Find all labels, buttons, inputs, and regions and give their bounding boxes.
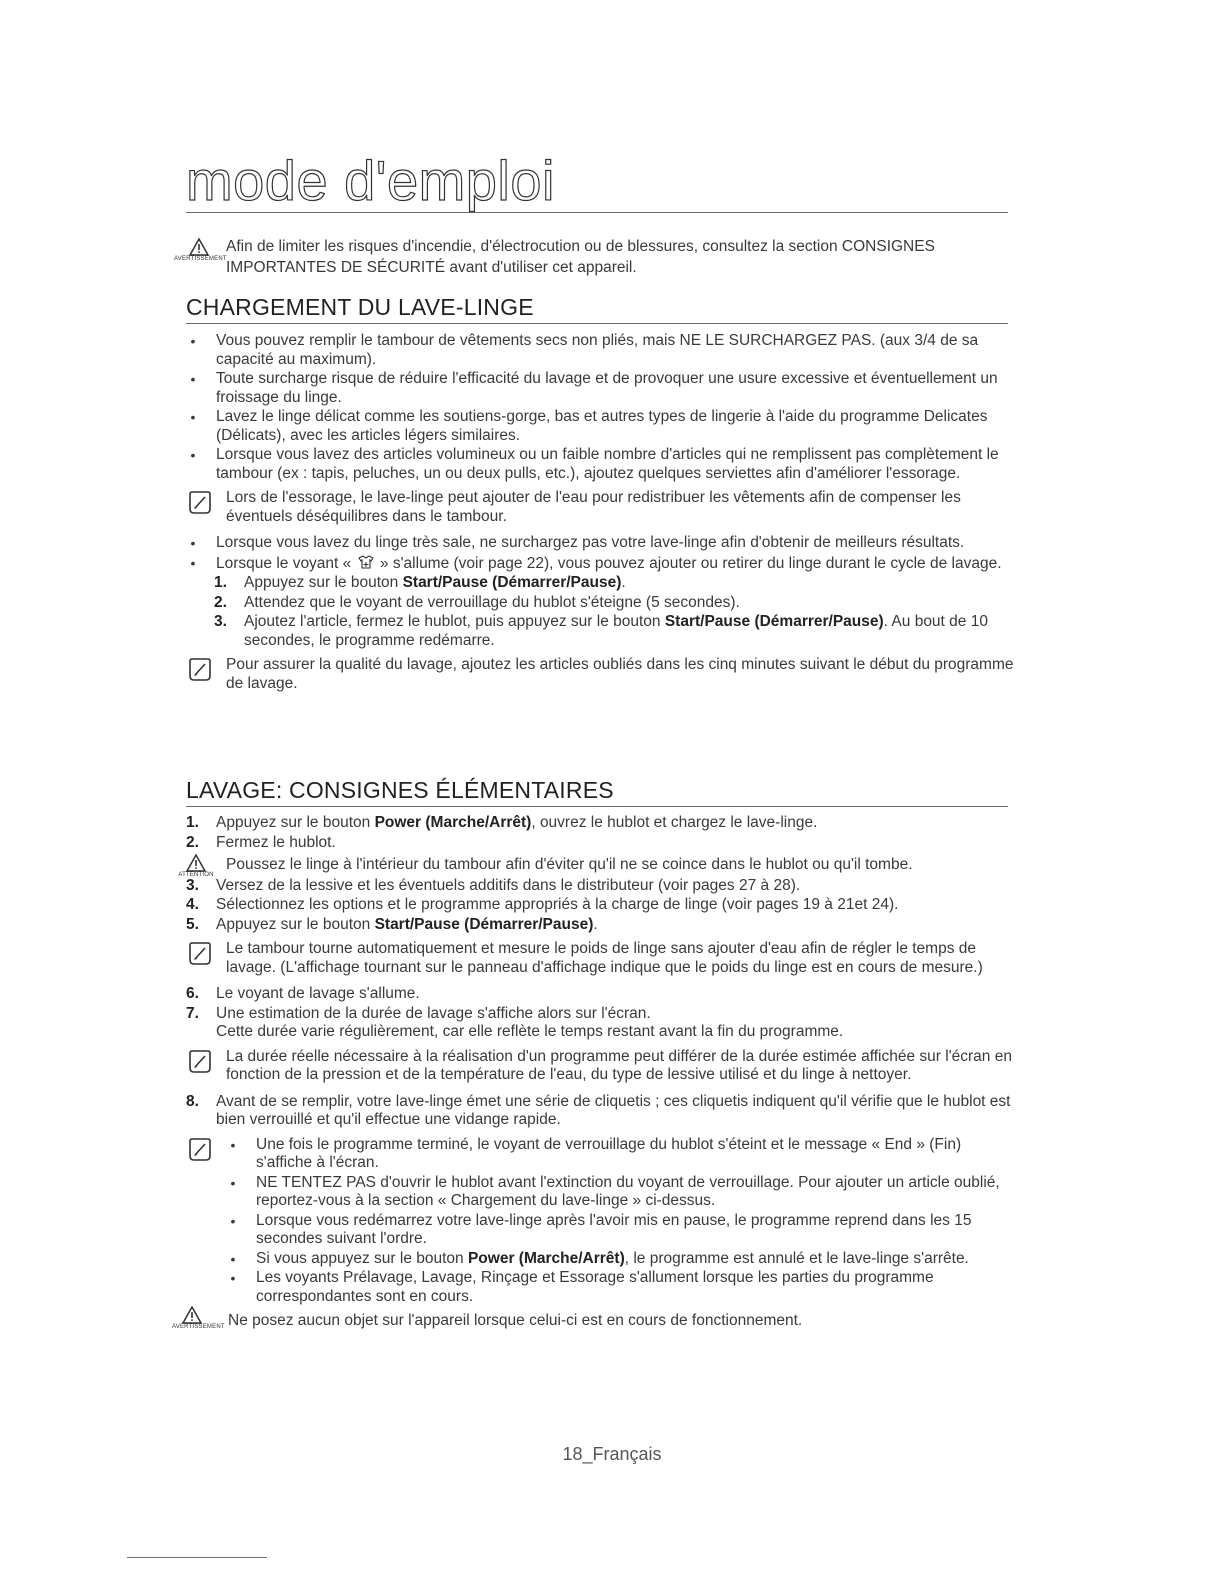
note-5 <box>186 1136 1016 1307</box>
step-item: 8. Avant de se remplir, votre lave-linge émet une série de cliquetis ; ces cliquetis indiquent qu'il vérifie que le hublot est bien verrouillé et qu'il effectue une vidange rapide. <box>186 1092 1011 1128</box>
list-item: • Lorsque vous lavez du linge très sale, ne surchargez pas votre lave-linge afin d'obtenir de meilleurs résultats. <box>190 534 965 551</box>
note-1-text: Lors de l'essorage, le lave-linge peut ajouter de l'eau pour redistribuer les vêtements afin de compenser les éventuels déséquilibres dans le tambour. <box>226 489 961 525</box>
step-item: 1. Appuyez sur le bouton Power (Marche/Arrêt), ouvrez le hublot et chargez le lave-linge. <box>186 814 818 831</box>
attention-triangle-icon <box>186 854 206 872</box>
attention-icon-block <box>176 854 216 879</box>
section2-heading: LAVAGE: CONSIGNES ÉLÉMENTAIRES <box>186 777 1008 807</box>
list-item: • Lorsque vous lavez des articles volumineux ou un faible nombre d'articles qui ne remplissent pas complètement le tambour (ex : tapis, peluches, un ou deux pulls, etc.), ajoutez quelques serviettes afin d'améliorer l'essorage. <box>190 446 999 482</box>
note-2-text: Pour assurer la qualité du lavage, ajoutez les articles oubliés dans les cinq minutes suivant le début du programme de lavage. <box>226 656 1014 692</box>
page-title: mode d'emploi <box>186 149 555 212</box>
section1-header <box>186 294 1008 324</box>
step-item: 1. Appuyez sur le bouton Start/Pause (Démarrer/Pause). <box>214 574 626 591</box>
note-4 <box>186 1048 1016 1085</box>
note-5-bullets <box>226 1136 1016 1307</box>
list-item: • Vous pouvez remplir le tambour de vêtements secs non pliés, mais NE LE SURCHARGEZ PAS. (aux 3/4 de sa capacité au maximum). <box>190 332 979 368</box>
warning-label: AVERTISSEMENT <box>172 1324 225 1330</box>
list-item: • Lorsque vous redémarrez votre lave-linge après l'avoir mis en pause, le programme reprend dans les 15 secondes suivant l'ordre. <box>230 1211 972 1247</box>
top-warning-text: Afin de limiter les risques d'incendie, d'électrocution ou de blessures, consultez la section CONSIGNES IMPORTANTES DE SÉCURITÉ avant d'utiliser cet appareil. <box>226 238 935 276</box>
section1-bullets-2 <box>186 534 1016 573</box>
section1-content <box>186 332 1016 693</box>
note-pencil-icon <box>186 656 214 684</box>
note-1 <box>186 489 1016 526</box>
attention-label: ATTENTION <box>178 872 214 878</box>
note-pencil-icon <box>186 1136 214 1164</box>
section2-content <box>172 814 1016 1331</box>
list-item: • NE TENTEZ PAS d'ouvrir le hublot avant l'extinction du voyant de verrouillage. Pour ajouter un article oublié, reportez-vous à la section « Chargement du lave-linge » ci-dessus. <box>230 1173 1000 1209</box>
list-item: • Lavez le linge délicat comme les soutiens-gorge, bas et autres types de lingerie à l'aide du programme Delicates (Délicats), avec les articles légers similaires. <box>190 408 988 444</box>
list-item: • Toute surcharge risque de réduire l'efficacité du lavage et de provoquer une usure excessive et éventuellement un froissage du linge. <box>190 370 998 406</box>
step-item: 6. Le voyant de lavage s'allume. <box>186 985 420 1002</box>
bottom-warning <box>172 1312 1016 1331</box>
bottom-warning-text: Ne posez aucun objet sur l'appareil lorsque celui-ci est en cours de fonctionnement. <box>228 1312 803 1329</box>
section2-header <box>186 777 1008 807</box>
list-item: • Si vous appuyez sur le bouton Power (Marche/Arrêt), le programme est annulé et le lave-linge s'arrête. <box>230 1249 969 1267</box>
step-item: 5. Appuyez sur le bouton Start/Pause (Démarrer/Pause). <box>186 915 598 933</box>
add-garment-indicator-icon <box>356 554 376 570</box>
list-item: • Les voyants Prélavage, Lavage, Rinçage et Essorage s'allument lorsque les parties du programme correspondantes sont en cours. <box>230 1269 934 1305</box>
note-pencil-icon <box>186 1048 214 1076</box>
list-item: • Une fois le programme terminé, le voyant de verrouillage du hublot s'éteint et le message « End » (Fin) s'affiche à l'écran. <box>230 1135 962 1171</box>
title-area <box>186 150 1008 213</box>
step-item: 2. Attendez que le voyant de verrouillage du hublot s'éteigne (5 secondes). <box>214 593 740 611</box>
top-warning <box>174 236 1014 278</box>
step-item: 4. Sélectionnez les options et le programme appropriés à la charge de linge (voir pages 19 à 21et 24). <box>186 896 899 913</box>
warning-triangle-icon <box>189 238 209 256</box>
footer-divider <box>127 1557 267 1558</box>
list-item: • Lorsque le voyant « » s'allume (voir page 22), vous pouvez ajouter ou retirer du linge durant le cycle de lavage. <box>190 554 1002 572</box>
note-3 <box>186 940 1016 977</box>
warning-triangle-icon <box>182 1306 202 1324</box>
section1-heading: CHARGEMENT DU LAVE-LINGE <box>186 294 1008 324</box>
step-item: 3. Ajoutez l'article, fermez le hublot, puis appuyez sur le bouton Start/Pause (Démarrer/Pause). Au bout de 10 secondes, le programme redémarre. <box>214 613 988 649</box>
warning-label: AVERTISSEMENT <box>174 256 227 262</box>
step-item: 2. Fermez le hublot. <box>186 833 336 851</box>
note-pencil-icon <box>186 940 214 968</box>
page-footer: 18_Français <box>562 1444 662 1464</box>
attention-text: Poussez le linge à l'intérieur du tambour afin d'éviter qu'il ne se coince dans le hublot ou qu'il tombe. <box>226 856 913 873</box>
bottom-warning-icon-block <box>172 1306 225 1331</box>
note-2 <box>186 656 1016 693</box>
attention-block <box>178 856 1016 878</box>
step-item: 3. Versez de la lessive et les éventuels additifs dans le distributeur (voir pages 27 à 28). <box>186 876 801 894</box>
note-pencil-icon <box>186 489 214 517</box>
section1-steps <box>186 574 1016 650</box>
note-3-text: Le tambour tourne automatiquement et mesure le poids de linge sans ajouter d'eau afin de régler le temps de lavage. (L'affichage tournant sur le panneau d'affichage indique que le poids du linge est en cours de mesure.) <box>226 940 983 976</box>
note-4-text: La durée réelle nécessaire à la réalisation d'un programme peut différer de la durée estimée affichée sur l'écran en fonction de la pression et de la température de l'eau, du type de lessive utilisé et du linge à nettoyer. <box>226 1047 1012 1083</box>
section1-bullets <box>186 332 1016 483</box>
warning-icon-block <box>174 236 227 263</box>
step-item: 7. Une estimation de la durée de lavage s'affiche alors sur l'écran. Cette durée varie régulièrement, car elle reflète le temps restant avant la fin du programme. <box>186 1004 844 1040</box>
